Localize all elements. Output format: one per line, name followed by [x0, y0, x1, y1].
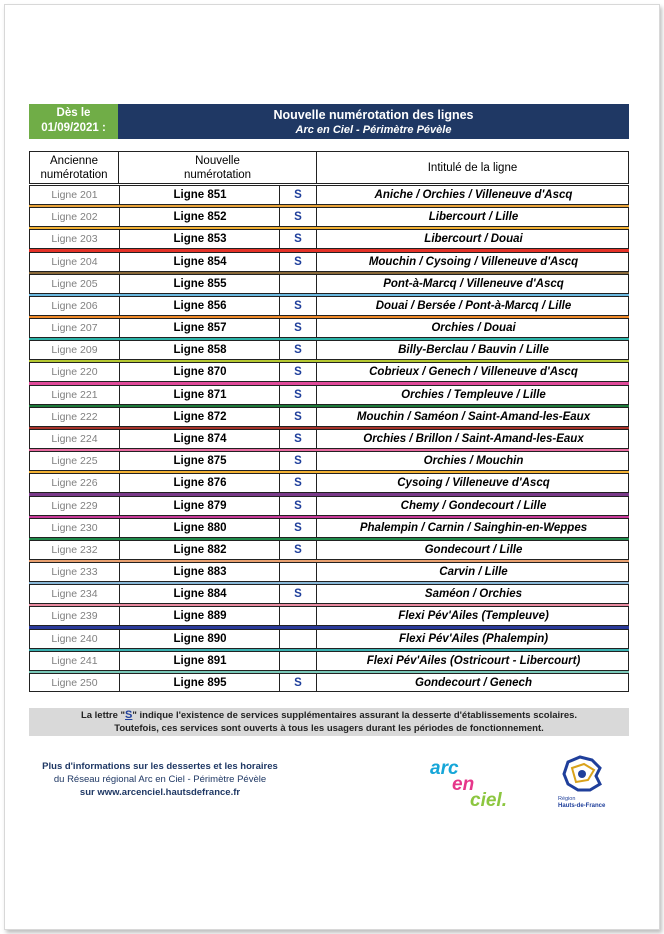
effective-date-label: Dès le [56, 107, 91, 119]
new-line-number: Ligne 875 [119, 452, 280, 470]
new-line-number: Ligne 870 [119, 363, 280, 381]
column-header-name [316, 151, 629, 184]
line-name: Phalempin / Carnin / Sainghin-en-Weppes [316, 519, 630, 537]
old-line-number: Ligne 202 [51, 211, 98, 224]
old-line-number: Ligne 205 [51, 277, 98, 290]
new-line-number: Ligne 890 [119, 630, 280, 648]
column-header-name-label: Intitulé de la ligne [427, 161, 518, 174]
svg-text:Hauts-de-France: Hauts-de-France [558, 803, 606, 809]
line-name: Libercourt / Lille [316, 208, 630, 226]
school-service-marker: S [279, 519, 316, 537]
line-name: Libercourt / Douai [316, 230, 630, 248]
footnote-s-letter: S [125, 709, 133, 721]
school-service-marker: S [279, 230, 316, 248]
school-service-marker: S [279, 319, 316, 337]
school-service-marker: S [279, 386, 316, 404]
new-line-number: Ligne 852 [119, 208, 280, 226]
table-row [29, 496, 629, 515]
line-name: Cysoing / Villeneuve d'Ascq [316, 474, 630, 492]
footnote-box [29, 708, 629, 736]
new-line-number: Ligne 858 [119, 341, 280, 359]
new-line-number: Ligne 879 [119, 497, 280, 515]
svg-text:Région: Région [558, 796, 576, 802]
school-service-marker: S [279, 452, 316, 470]
info-line1: Plus d'informations sur les dessertes et les horaires [42, 761, 278, 772]
school-service-marker: S [279, 674, 316, 692]
old-line-number: Ligne 239 [51, 610, 98, 623]
new-line-number: Ligne 891 [119, 652, 280, 670]
column-header-new-label: Nouvelle numérotation [183, 154, 252, 181]
school-service-marker: S [279, 541, 316, 559]
new-line-number: Ligne 884 [119, 585, 280, 603]
table-row [29, 651, 629, 670]
school-service-marker: S [279, 297, 316, 315]
school-service-marker: S [279, 363, 316, 381]
school-service-marker: S [279, 186, 316, 204]
table-row [29, 340, 629, 359]
line-name: Orchies / Brillon / Saint-Amand-les-Eaux [316, 430, 630, 448]
new-line-number: Ligne 882 [119, 541, 280, 559]
line-name: Douai / Bersée / Pont-à-Marcq / Lille [316, 297, 630, 315]
old-line-number: Ligne 226 [51, 477, 98, 490]
old-line-number: Ligne 207 [51, 322, 98, 335]
table-row [29, 562, 629, 581]
old-line-number: Ligne 241 [51, 654, 98, 667]
info-block [40, 760, 280, 799]
old-line-number: Ligne 232 [51, 543, 98, 556]
info-website-link[interactable]: sur www.arcenciel.hautsdefrance.fr [79, 787, 241, 798]
table-row [29, 207, 629, 226]
school-service-marker: S [279, 497, 316, 515]
table-row [29, 385, 629, 404]
school-service-marker [279, 630, 316, 648]
line-name: Orchies / Templeuve / Lille [316, 386, 630, 404]
table-row [29, 252, 629, 271]
old-line-number: Ligne 221 [51, 388, 98, 401]
column-header-old [29, 151, 119, 184]
arc-en-ciel-logo [428, 756, 520, 808]
school-service-marker: S [279, 585, 316, 603]
school-service-marker: S [279, 341, 316, 359]
old-line-number: Ligne 220 [51, 366, 98, 379]
effective-date-cell [29, 104, 118, 139]
new-line-number: Ligne 856 [119, 297, 280, 315]
svg-text:arc: arc [430, 758, 459, 779]
line-name: Gondecourt / Lille [316, 541, 630, 559]
table-row [29, 473, 629, 492]
line-name: Saméon / Orchies [316, 585, 630, 603]
old-line-number: Ligne 204 [51, 255, 98, 268]
table-row [29, 606, 629, 625]
table-row [29, 229, 629, 248]
old-line-number: Ligne 230 [51, 521, 98, 534]
footnote-pre: La lettre " [80, 710, 126, 721]
old-line-number: Ligne 240 [51, 632, 98, 645]
old-line-number: Ligne 234 [51, 588, 98, 601]
table-row [29, 673, 629, 692]
table-row [29, 540, 629, 559]
table-row [29, 274, 629, 293]
footnote-post: " indique l'existence de services supplémentaires assurant la desserte d'établissements scolaires. [132, 710, 578, 721]
line-name: Orchies / Douai [316, 319, 630, 337]
old-line-number: Ligne 224 [51, 432, 98, 445]
line-name: Cobrieux / Genech / Villeneuve d'Ascq [316, 363, 630, 381]
old-line-number: Ligne 206 [51, 299, 98, 312]
school-service-marker [279, 607, 316, 625]
line-color-bar [29, 691, 629, 695]
old-line-number: Ligne 203 [51, 233, 98, 246]
line-name: Flexi Pév'Ailes (Phalempin) [316, 630, 630, 648]
table-row [29, 584, 629, 603]
new-line-number: Ligne 853 [119, 230, 280, 248]
column-header-old-label: Ancienne numérotation [40, 154, 108, 181]
region-hauts-de-france-logo [554, 754, 614, 810]
line-name: Orchies / Mouchin [316, 452, 630, 470]
new-line-number: Ligne 854 [119, 253, 280, 271]
info-line2: du Réseau régional Arc en Ciel - Périmètre Pévèle [53, 774, 267, 785]
table-row [29, 296, 629, 315]
line-name: Carvin / Lille [316, 563, 630, 581]
table-row [29, 629, 629, 648]
new-line-number: Ligne 851 [119, 186, 280, 204]
school-service-marker [279, 563, 316, 581]
old-line-number: Ligne 201 [51, 189, 98, 201]
school-service-marker: S [279, 408, 316, 426]
school-service-marker: S [279, 208, 316, 226]
table-row [29, 451, 629, 470]
table-row [29, 185, 629, 204]
table-row [29, 407, 629, 426]
old-line-number: Ligne 209 [51, 344, 98, 357]
document-title: Nouvelle numérotation des lignes [273, 108, 474, 122]
effective-date-value: 01/09/2021 : [41, 122, 106, 134]
new-line-number: Ligne 883 [119, 563, 280, 581]
svg-text:en: en [452, 774, 475, 795]
school-service-marker: S [279, 474, 316, 492]
old-line-number: Ligne 222 [51, 410, 98, 423]
school-service-marker [279, 275, 316, 293]
new-line-number: Ligne 874 [119, 430, 280, 448]
new-line-number: Ligne 855 [119, 275, 280, 293]
new-line-number: Ligne 876 [119, 474, 280, 492]
line-name: Flexi Pév'Ailes (Templeuve) [316, 607, 630, 625]
school-service-marker [279, 652, 316, 670]
footnote-line2: Toutefois, ces services sont ouverts à tous les usagers durant les périodes de fonctionnement. [114, 723, 544, 734]
title-banner [118, 104, 629, 139]
school-service-marker: S [279, 253, 316, 271]
line-name: Mouchin / Cysoing / Villeneuve d'Ascq [316, 253, 630, 271]
line-name: Chemy / Gondecourt / Lille [316, 497, 630, 515]
column-header-new [118, 151, 317, 184]
document-subtitle: Arc en Ciel - Périmètre Pévèle [295, 124, 452, 136]
line-name: Mouchin / Saméon / Saint-Amand-les-Eaux [316, 408, 630, 426]
old-line-number: Ligne 233 [51, 566, 98, 579]
new-line-number: Ligne 872 [119, 408, 280, 426]
school-service-marker: S [279, 430, 316, 448]
footnote-line1 [29, 709, 629, 722]
new-line-number: Ligne 871 [119, 386, 280, 404]
table-row [29, 518, 629, 537]
table-row [29, 362, 629, 381]
new-line-number: Ligne 857 [119, 319, 280, 337]
old-line-number: Ligne 250 [51, 676, 98, 689]
old-line-number: Ligne 229 [51, 499, 98, 512]
table-row [29, 318, 629, 337]
table-row [29, 429, 629, 448]
svg-text:ciel.: ciel. [470, 790, 507, 808]
new-line-number: Ligne 880 [119, 519, 280, 537]
line-name: Gondecourt / Genech [316, 674, 630, 692]
line-name: Pont-à-Marcq / Villeneuve d'Ascq [316, 275, 630, 293]
line-name: Aniche / Orchies / Villeneuve d'Ascq [316, 186, 630, 204]
old-line-number: Ligne 225 [51, 455, 98, 468]
new-line-number: Ligne 889 [119, 607, 280, 625]
line-name: Flexi Pév'Ailes (Ostricourt - Libercourt) [316, 652, 630, 670]
new-line-number: Ligne 895 [119, 674, 280, 692]
line-name: Billy-Berclau / Bauvin / Lille [316, 341, 630, 359]
